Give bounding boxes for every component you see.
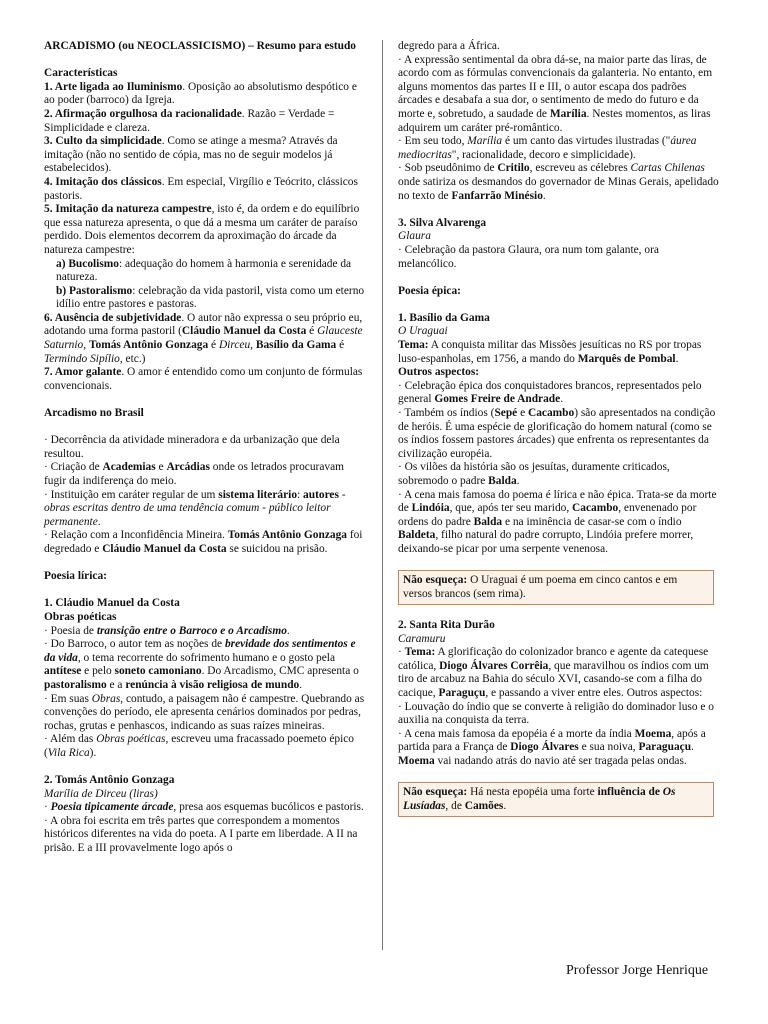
brasil-heading: Arcadismo no Brasil — [44, 407, 144, 420]
lirica-heading: Poesia lírica: — [44, 570, 107, 583]
characteristic-5a: a) Bucolismo: adequação do homem à harmonia e serenidade da natureza. — [56, 257, 352, 284]
epica-heading: Poesia épica: — [398, 284, 461, 297]
column-divider — [382, 40, 383, 950]
reminder-box-caramuru: Não esqueça: Há nesta epopéia uma forte influência de Os Lusíadas, de Camões. — [398, 782, 714, 817]
characteristic-5b: b) Pastoralismo: celebração da vida pastoril, vista como um eterno idílio entre pastores e pastoras. — [56, 284, 365, 311]
brasil-item-3: · Instituição em caráter regular de um sistema literário: autores - obras escritas dentro de uma tendência comum - público leitor permanente. — [44, 488, 346, 528]
left-column — [44, 40, 366, 856]
page-title: ARCADISMO (ou NEOCLASSICISMO) – Resumo para estudo — [44, 40, 357, 52]
bg-outros: Outros aspectos: — [398, 366, 480, 379]
srd-work: Caramuru — [398, 632, 446, 645]
tag-item-2: · A obra foi escrita em três partes que correspondem a momentos históricos diferentes na vida do poeta. A I parte em liberdade. A II na prisão. E a III provavelmente logo após o — [44, 814, 358, 855]
reminder-box-uraguai: Não esqueça: O Uraguai é um poema em cinco cantos e em versos brancos (sem rima). — [398, 570, 714, 605]
tag-item-5: · Sob pseudônimo de Critilo, escreveu as célebres Cartas Chilenas onde satiriza os desmandos do governador de Minas Gerais, apelidado no texto de Fanfarrão Minésio. — [398, 162, 719, 202]
tag-work: Marília de Dirceu (liras) — [44, 787, 158, 800]
bg-heading: 1. Basílio da Gama — [398, 311, 490, 324]
sa-heading: 3. Silva Alvarenga — [398, 216, 487, 229]
srd-tema: · Tema: A glorificação do colonizador branco e agente da catequese católica, Diogo Álvares Corrêia, que maravilhou os índios com um tiro de arcabuz na Bahia do século XVI, casando-se com a filha do cacique, Paraguçu, e passando a viver entre eles. Outros aspectos: — [398, 646, 709, 699]
bg-item-4: · A cena mais famosa do poema é lírica e não épica. Trata-se da morte de Lindóia, que, após ter seu marido, Cacambo, envenenado por ordens do padre Balda e na iminência de casar-se com o índio Baldeta, filho natural do padre corrupto, Lindóia prefere morrer, deixando-se picar por uma serpente venenosa. — [398, 488, 717, 555]
right-column — [398, 40, 720, 817]
tag-heading: 2. Tomás Antônio Gonzaga — [44, 774, 175, 787]
srd-heading: 2. Santa Rita Durão — [398, 618, 495, 631]
bg-item-2: · Também os índios (Sepé e Cacambo) são apresentados na condição de heróis. É uma espécie de glorificação do homem natural (como se os índios fossem pastores árcades) que enfrenta os representantes da civilização européia. — [398, 407, 716, 460]
cmc-item-4: · Além das Obras poéticas, escreveu uma fracassado poemeto épico (Vila Rica). — [44, 733, 354, 759]
characteristic-5: 5. Imitação da natureza campestre, isto é, da ordem e do equilíbrio que essa natureza apresenta, o que dá a mesma um caráter de paraíso perdido. Dois elementos decorrem da aproximação do árcade da natureza campestre: — [44, 203, 360, 256]
characteristics-heading: Características — [44, 67, 118, 80]
bg-item-1: · Celebração épica dos conquistadores brancos, representados pelo general Gomes Freire de Andrade. — [398, 379, 702, 406]
characteristic-3: 3. Culto da simplicidade. Como se atinge a mesma? Através da imitação (não no sentido de cópia, mas no de seguir modelos já estabelecidos). — [44, 135, 338, 175]
footer-author: Professor Jorge Henrique — [566, 963, 709, 978]
brasil-item-1: · Decorrência da atividade mineradora e da urbanização que dela resultou. — [44, 434, 340, 460]
sa-work: Glaura — [398, 230, 431, 243]
srd-item-2: · A cena mais famosa da epopéia é a morte da índia Moema, após a partida para a França de Diogo Álvares e sua noiva, Paraguaçu. Moema vai nadando atrás do navio até ser tragada pelas ondas. — [398, 727, 706, 767]
characteristic-6: 6. Ausência de subjetividade. O autor não expressa o seu próprio eu, adotando uma forma pastoril (Cláudio Manuel da Costa é Glauceste Saturnio, Tomás Antônio Gonzaga é Dirceu, Basílio da Gama é Termindo Sipílio, etc.) — [44, 311, 363, 365]
cmc-item-1: · Poesia de transição entre o Barroco e o Arcadismo. — [44, 624, 290, 637]
tag-item-4: · Em seu todo, Marília é um canto das virtudes ilustradas ("áurea mediocritas", racionalidade, decoro e simplicidade). — [398, 135, 697, 161]
cmc-heading: 1. Cláudio Manuel da Costa — [44, 597, 180, 610]
srd-item-1: · Louvação do índio que se converte à religião do dominador luso e o auxilia na conquista da terra. — [398, 700, 714, 727]
tag-item-3: · A expressão sentimental da obra dá-se, na maior parte das liras, de acordo com as fórmulas convencionais da galanteria. No entanto, em alguns momentos das partes II e III, o autor escapa dos padrões árcades e desabafa a sua dor, o sentimento de medo do futuro e da morte e, sobretudo, a saudade de Marília. Nestes momentos, as liras adquirem um caráter pré-romântico. — [398, 53, 713, 134]
bg-item-3: · Os vilões da história são os jesuítas, duramente criticados, sobremodo o padre Balda. — [398, 461, 670, 487]
characteristic-1: 1. Arte ligada ao Iluminismo. Oposição ao absolutismo despótico e ao poder (barroco) da Igreja. — [44, 80, 357, 107]
cmc-work: Obras poéticas — [44, 610, 117, 623]
bg-work: O Uraguai — [398, 325, 448, 338]
characteristic-4: 4. Imitação dos clássicos. Em especial, Virgílio e Teócrito, clássicos pastoris. — [44, 175, 358, 202]
characteristic-2: 2. Afirmação orgulhosa da racionalidade. Razão = Verdade = Simplicidade e clareza. — [44, 107, 335, 134]
brasil-item-4: · Relação com a Inconfidência Mineira. Tomás Antônio Gonzaga foi degredado e Cláudio Manuel da Costa se suicidou na prisão. — [44, 529, 363, 555]
tag-continuation: degredo para a África. — [398, 40, 500, 52]
sa-item-1: · Celebração da pastora Glaura, ora num tom galante, ora melancólico. — [398, 243, 659, 270]
brasil-item-2: · Criação de Academias e Arcádias onde os letrados procuravam fugir da indiferença do meio. — [44, 461, 345, 487]
bg-tema: Tema: A conquista militar das Missões jesuíticas no RS por tropas luso-espanholas, em 1756, a mando do Marquês de Pombal. — [398, 339, 702, 365]
characteristic-7: 7. Amor galante. O amor é entendido como um conjunto de fórmulas convencionais. — [44, 366, 363, 392]
tag-item-1: · Poesia tipicamente árcade, presa aos esquemas bucólicos e pastoris. — [44, 801, 364, 814]
cmc-item-3: · Em suas Obras, contudo, a paisagem não é campestre. Quebrando as convenções do período, ele apresenta cenários dominados por pedras, rochas, grutas e penhascos, indicando as suas raízes mineiras. — [44, 692, 365, 732]
cmc-item-2: · Do Barroco, o autor tem as noções de brevidade dos sentimentos e da vida, o tema recorrente do sofrimento humano e o gosto pela antítese e pelo soneto camoniano. Do Arcadismo, CMC apresenta o pastoralismo e a renúncia à visão religiosa de mundo. — [44, 638, 359, 691]
